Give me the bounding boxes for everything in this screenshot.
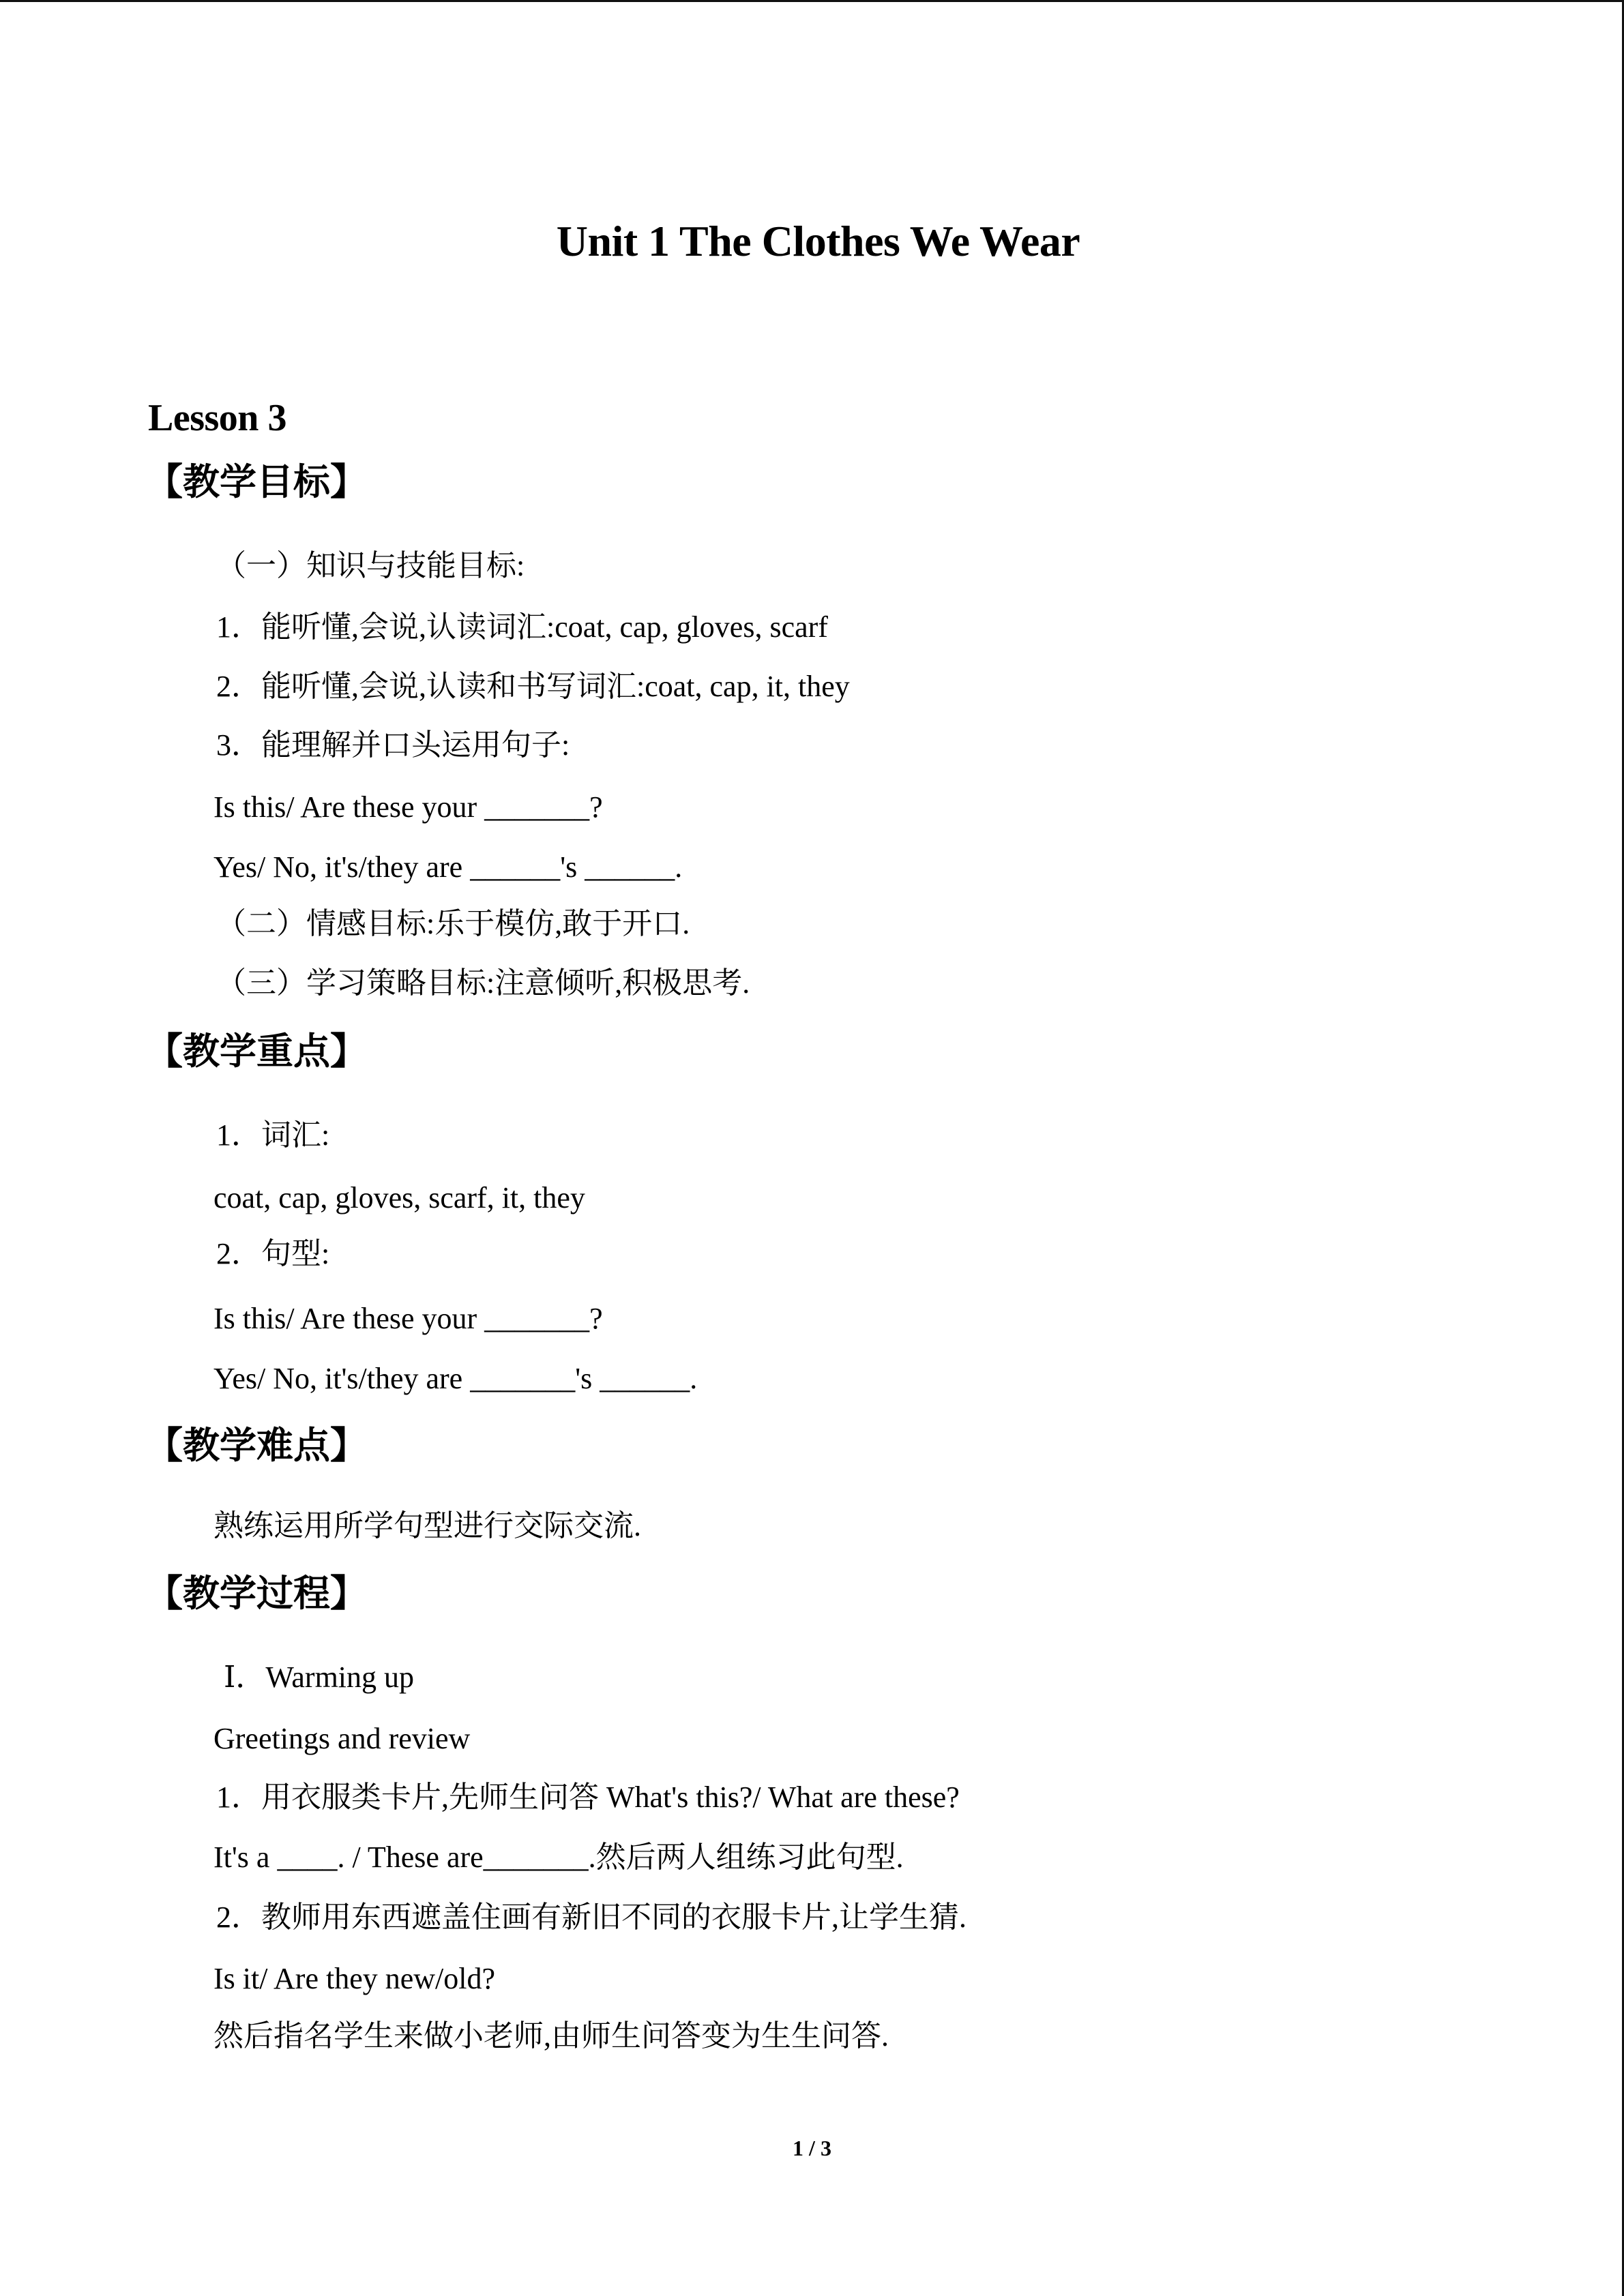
section-heading-difficulties: 【教学难点】 xyxy=(146,1424,367,1467)
section-heading-procedure: 【教学过程】 xyxy=(146,1572,367,1615)
key-point-line: 1．词汇: xyxy=(216,1118,330,1152)
procedure-line: Greetings and review xyxy=(213,1722,471,1755)
procedure-line: 2．教师用东西遮盖住画有新旧不同的衣服卡片,让学生猜. xyxy=(216,1900,966,1934)
procedure-line: Is it/ Are they new/old? xyxy=(213,1962,496,1995)
objective-line: （二）情感目标:乐于模仿,敢于开口. xyxy=(216,907,690,940)
procedure-line: It's a ____. / These are_______.然后两人组练习此句型. xyxy=(213,1840,904,1874)
key-point-line: coat, cap, gloves, scarf, it, they xyxy=(213,1181,585,1214)
objective-line: 1．能听懂,会说,认读词汇:coat, cap, gloves, scarf xyxy=(216,610,828,644)
key-point-line: Yes/ No, it's/they are _______'s ______. xyxy=(213,1362,698,1395)
section-heading-objectives: 【教学目标】 xyxy=(146,460,367,503)
objective-line: （一）知识与技能目标: xyxy=(216,549,525,582)
key-point-line: Is this/ Are these your _______? xyxy=(213,1302,603,1335)
procedure-line: 1．用衣服类卡片,先师生问答 What's this?/ What are these? xyxy=(216,1780,960,1814)
objective-line: （三）学习策略目标:注意倾听,积极思考. xyxy=(216,966,750,1000)
procedure-step-heading: Ⅰ．Warming up xyxy=(224,1660,415,1694)
objective-line: 3．能理解并口头运用句子: xyxy=(216,728,570,762)
document-title: Unit 1 The Clothes We Wear xyxy=(556,217,1080,265)
section-heading-key-points: 【教学重点】 xyxy=(146,1030,367,1073)
key-point-line: 2．句型: xyxy=(216,1237,330,1270)
objective-line: 2．能听懂,会说,认读和书写词汇:coat, cap, it, they xyxy=(216,670,850,703)
difficulty-line: 熟练运用所学句型进行交际交流. xyxy=(213,1509,641,1542)
objective-line: Yes/ No, it's/they are ______'s ______. xyxy=(213,850,683,884)
procedure-line: 然后指名学生来做小老师,由师生问答变为生生问答. xyxy=(213,2019,889,2053)
page-border-top xyxy=(0,0,1624,2)
lesson-heading: Lesson 3 xyxy=(148,397,286,439)
page-number: 1 / 3 xyxy=(793,2136,831,2160)
objective-line: Is this/ Are these your _______? xyxy=(213,790,603,824)
